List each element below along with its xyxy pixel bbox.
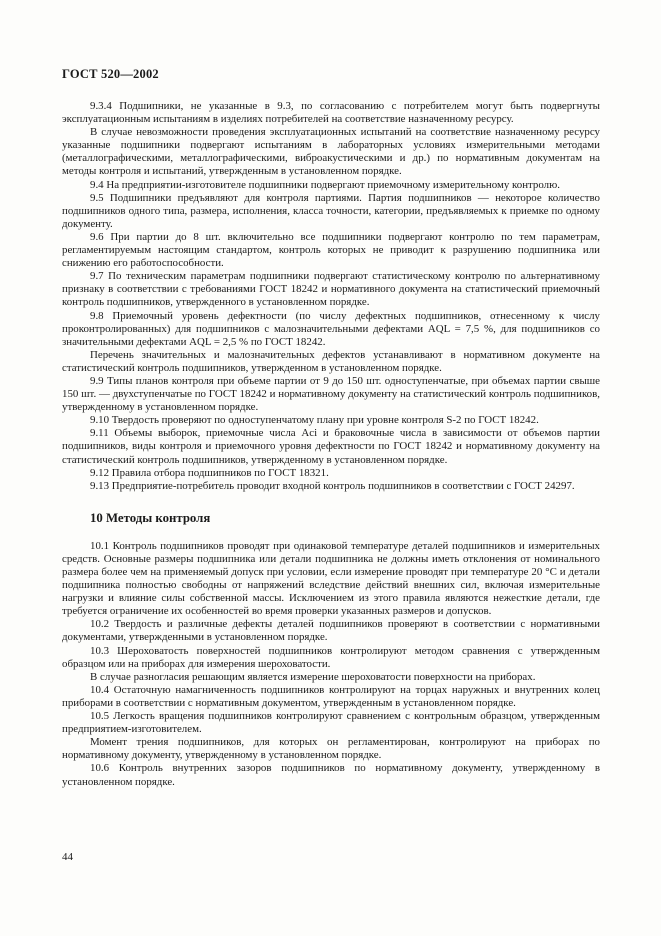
section-title: 10 Методы контроля [90,510,211,525]
paragraph-9-10: 9.10 Твердость проверяют по одноступенчатому плану при уровне контроля S-2 по ГОСТ 18242. [90,414,539,427]
paragraph-9-12: 9.12 Правила отбора подшипников по ГОСТ 18321. [90,466,329,479]
paragraph-9-9: 9.9 Типы планов контроля при объеме партии от 9 до 150 шт. одноступенчатые, при объемах партии свыше 150 шт. — двухступенчатые по ГОСТ 18242 и нормативному документу на статистический контроль подшипников, утвержденному в установленном порядке. [62,374,600,414]
paragraph-10-1: 10.1 Контроль подшипников проводят при одинаковой температуре деталей подшипников и измерительных средств. Основные размеры подшипника или детали подшипника не должны иметь отклонения от номинального размера более чем на применяемый допуск при условии, если измерение проводят при температуре 20 °С и детали подшипника полностью свободны от напряжений вследствие действий внешних сил, включая измерительные нагрузки и влияние силы собственной массы. Исключением из этого правила являются нежесткие детали, где требуется ограничение их особенностей во время проверки указанных размеров и допусков. [62,539,600,618]
paragraph-9-13: 9.13 Предприятие-потребитель проводит входной контроль подшипников в соответствии с ГОСТ 24297. [90,479,575,492]
paragraph-9-6: 9.6 При партии до 8 шт. включительно все подшипники подвергают контролю по тем параметрам, регламентируемым настоящим стандартом, контроль которых не приводит к разрушению подшипника или снижению его работоспособности. [62,230,600,270]
standard-header: ГОСТ 520—2002 [62,67,159,81]
paragraph-9-11: 9.11 Объемы выборок, приемочные числа Aci и браковочные числа в зависимости от объемов партии подшипников, виды контроля и приемочного уровня дефектности по ГОСТ 18242 и нормативному документу на статистический контроль подшипников, утвержденному в установленном порядке. [62,427,600,466]
document-body [62,100,600,789]
paragraph-10-5: 10.5 Легкость вращения подшипников контролируют сравнением с контрольным образцом, утвержденным предприятием-изготовителем. [62,710,600,736]
paragraph-10-5-cont: Момент трения подшипников, для которых он регламентирован, контролируют на приборах по нормативному документу, утвержденному в установленном порядке. [62,736,600,762]
page-number: 44 [62,851,73,863]
paragraph-10-3-cont: В случае разногласия решающим является измерение шероховатости поверхности на приборах. [90,670,536,683]
paragraph-9-5: 9.5 Подшипники предъявляют для контроля партиями. Партия подшипников — некоторое количество подшипников одного типа, размера, исполнения, класса точности, категории, предъявляемых к приемке по одному документу. [62,191,600,230]
paragraph-9-8: 9.8 Приемочный уровень дефектности (по числу дефектных подшипников, отнесенному к числу проконтролированных) для подшипников с малозначительными дефектами AQL = 7,5 %, для подшипников со значительными дефектами AQL = 2,5 % по ГОСТ 18242. [62,309,600,348]
paragraph-9-8-cont: Перечень значительных и малозначительных дефектов устанавливают в нормативном документе на статистический контроль подшипников, утвержденном в установленном порядке. [62,348,600,374]
paragraph-10-4: 10.4 Остаточную намагниченность подшипников контролируют на торцах наружных и внутренних колец приборами в соответствии с нормативным документом, утвержденным в установленном порядке. [62,683,600,709]
paragraph-9-3-4-cont: В случае невозможности проведения эксплуатационных испытаний на соответствие назначенному ресурсу указанные подшипники подвергают испытаниям в лабораторных условиях измерительными методами (металлографическими, металлографическими, виброакустическими и др.) по нормативным документам на методы контроля и испытаний, утвержденным в установленном порядке. [62,126,600,178]
paragraph-9-4: 9.4 На предприятии-изготовителе подшипники подвергают приемочному измерительному контролю. [90,178,560,191]
paragraph-9-7: 9.7 По техническим параметрам подшипники подвергают статистическому контролю по альтернативному признаку в соответствии с требованиями ГОСТ 18242 и нормативного документа на статистический приемочный контроль подшипников, утвержденного в установленном порядке. [62,270,600,309]
paragraph-10-6: 10.6 Контроль внутренних зазоров подшипников по нормативному документу, утвержденному в установленном порядке. [62,762,600,788]
paragraph-9-3-4: 9.3.4 Подшипники, не указанные в 9.3, по согласованию с потребителем могут быть подвергнуты эксплуатационным испытаниям в изделиях потребителей на соответствие назначенному ресурсу. [62,100,600,126]
paragraph-10-3: 10.3 Шероховатость поверхностей подшипников контролируют методом сравнения с утвержденным образцом или на приборах для измерения шероховатости. [62,644,600,670]
paragraph-10-2: 10.2 Твердость и различные дефекты деталей подшипников проверяют в соответствии с нормативными документами, утвержденными в установленном порядке. [62,618,600,644]
